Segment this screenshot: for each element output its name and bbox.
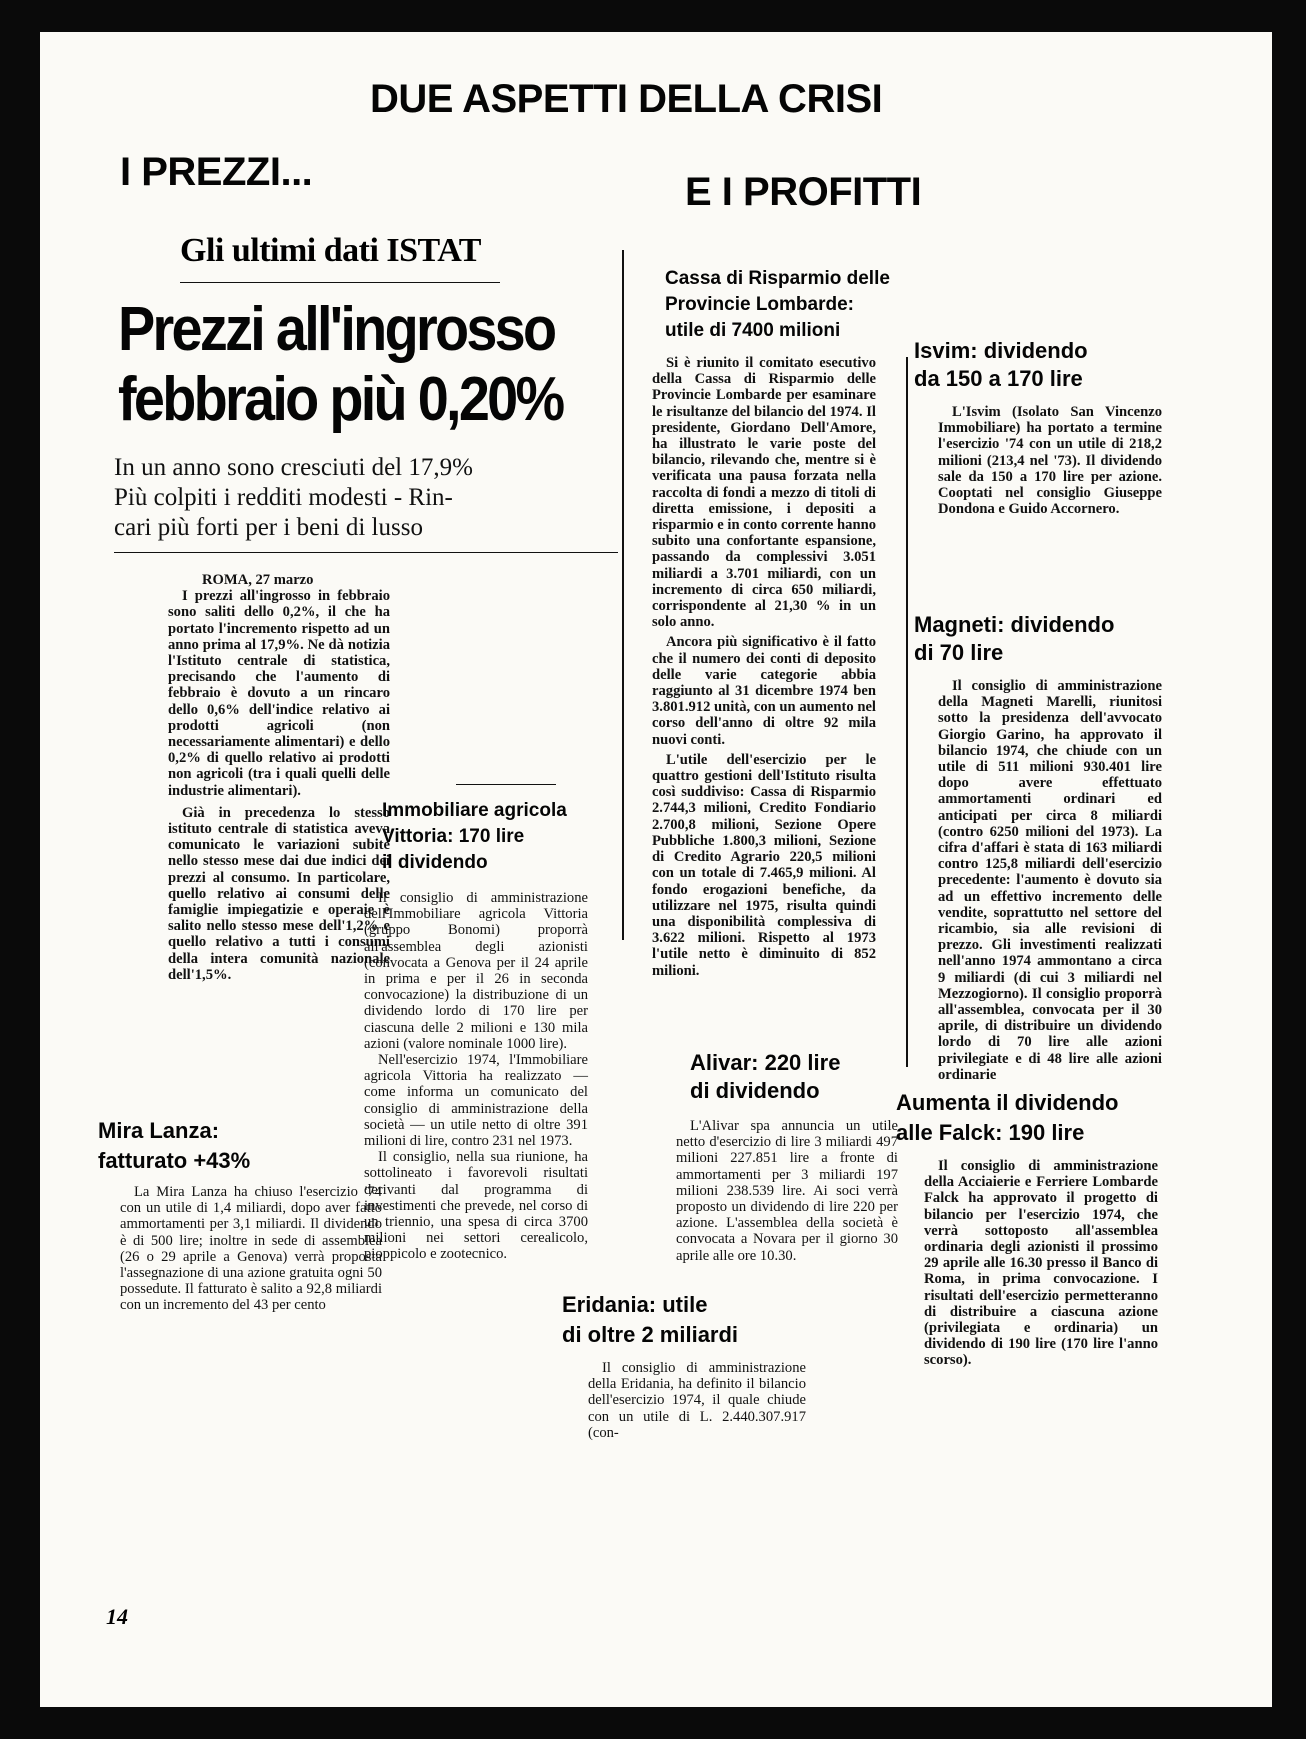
cassa-article-body — [652, 355, 876, 979]
isvim-headline-line2: da 150 a 170 lire — [914, 366, 1083, 391]
right-kicker: E I PROFITTI — [685, 170, 922, 214]
page-number: 14 — [106, 1604, 128, 1629]
alivar-headline-line1: Alivar: 220 lire — [690, 1050, 841, 1075]
immobiliare-headline-line1: Immobiliare agricola — [382, 800, 567, 821]
falck-article-body — [924, 1158, 1158, 1369]
cassa-headline-line1: Cassa di Risparmio delle — [665, 268, 890, 289]
istat-paragraph-1: I prezzi all'ingrosso in febbraio sono saliti dello 0,2%, il che ha portato l'incremento rispetto ad un anno prima al 17,9%. Ne dà notizia l'Istituto centrale di statistica, precisando che l'aumento di febbraio è dovuto a un rincaro dello 0,6% dell'indice relativo ai prodotti agricoli (non necessariamente alimentari) e dello 0,2% di quello relativo ai prodotti non agricoli (tra i quali quelli delle industrie alimentari). — [168, 588, 390, 799]
cassa-paragraph-2: Ancora più significativo è il fatto che il numero dei conti di deposito delle varie categorie abbia raggiunto al 31 dicembre 1974 ben 3.801.912 unità, con un aumento nel corso dell'anno di oltre 92 mila nuovi conti. — [652, 634, 876, 748]
mira-headline-line2: fatturato +43% — [98, 1148, 251, 1173]
istat-label: Gli ultimi dati ISTAT — [180, 232, 481, 269]
newspaper-page — [40, 32, 1272, 1707]
immobiliare-headline-line2: Vittoria: 170 lire — [382, 826, 525, 847]
falck-headline-line1: Aumenta il dividendo — [896, 1090, 1119, 1115]
cassa-column-rule — [622, 250, 624, 940]
magneti-headline-line1: Magneti: dividendo — [914, 612, 1115, 637]
cassa-paragraph-3: L'utile dell'esercizio per le quattro gestioni dell'Istituto risulta così suddiviso: Cassa di Risparmio 2.744,3 milioni, Credito Fondiario 2.700,8 milioni, Sezione Opere Pubbliche 1.800,3 milioni, Sezione di Credito Agrario 220,5 milioni con un totale di 7.465,9 milioni. Al fondo erogazioni benefiche, da utilizzare nel 1975, risulta quindi una disponibilità complessiva di 3.622 milioni. Rispetto al 1973 l'utile netto è diminuito di 852 milioni. — [652, 751, 876, 979]
alivar-article-body — [676, 1118, 898, 1264]
cassa-headline-line3: utile di 7400 milioni — [665, 320, 841, 341]
immobiliare-paragraph-2: Nell'esercizio 1974, l'Immobiliare agricola Vittoria ha realizzato — come informa un comunicato del consiglio di amministrazione della società — un utile netto di oltre 391 milioni di lire, contro 231 nel 1973. — [364, 1052, 588, 1150]
cassa-headline-line2: Provincie Lombarde: — [665, 294, 854, 315]
eridania-headline-line1: Eridania: utile — [562, 1292, 708, 1317]
mira-paragraph: La Mira Lanza ha chiuso l'esercizio '74 con un utile di 1,4 miliardi, dopo aver fatto ammortamenti per 3,1 miliardi. Il dividendo è di 500 lire; inoltre in sede di assemblea (26 o 29 aprile a Genova) verrà proposta l'assegnazione di una azione gratuita ogni 50 possedute. Il fatturato è salito a 92,8 miliardi con un incremento del 43 per cento — [120, 1184, 382, 1314]
cassa-paragraph-1: Si è riunito il comitato esecutivo della Cassa di Risparmio delle Provincie Lombarde per esaminare le risultanze del bilancio del 1974. Il presidente, Giordano Dell'Amore, ha illustrato le varie poste del bilancio, rilevando che, mentre si è verificata una pausa forzata nella raccolta di fondi a mezzo di titoli di diretta emissione, i depositi a risparmio e in conto corrente hanno subito una confortante espansione, passando da complessivi 3.051 miliardi a 3.701 miliardi, con un incremento di circa 650 miliardi, corrispondente al 21,30 % in un solo anno. — [652, 355, 876, 631]
istat-article-body — [168, 572, 390, 983]
istat-subhead-underline — [114, 552, 618, 553]
immobiliare-paragraph-3: Il consiglio, nella sua riunione, ha sottolineato i favorevoli risultati derivanti dal programma di investimenti che prevede, nel corso di un triennio, una spesa di circa 3700 milioni nei settori cerealicolo, pioppicolo e zootecnico. — [364, 1149, 588, 1263]
immobiliare-headline-line3: il dividendo — [382, 852, 488, 873]
magneti-article-body — [938, 678, 1162, 1083]
falck-headline-line2: alle Falck: 190 lire — [896, 1120, 1085, 1145]
istat-headline-line1: Prezzi all'ingrosso — [118, 295, 555, 364]
istat-subhead-line2: Più colpiti i redditi modesti - Rin- — [114, 484, 453, 511]
isvim-article-body — [938, 404, 1162, 517]
istat-headline-line2: febbraio più 0,20% — [118, 365, 563, 434]
immobiliare-top-rule — [456, 784, 556, 785]
isvim-headline-line1: Isvim: dividendo — [914, 338, 1088, 363]
magneti-headline-line2: di 70 lire — [914, 640, 1004, 665]
istat-subhead-line1: In un anno sono cresciuti del 17,9% — [114, 454, 473, 481]
right-column-rule — [906, 357, 908, 1067]
mira-article-body — [120, 1184, 382, 1314]
eridania-headline-line2: di oltre 2 miliardi — [562, 1322, 739, 1347]
eridania-paragraph: Il consiglio di amministrazione della Eridania, ha definito il bilancio dell'esercizio 1974, il quale chiude con un utile di L. 2.440.307.917 (con- — [588, 1360, 806, 1441]
left-kicker: I PREZZI... — [120, 150, 313, 194]
istat-subhead-line3: cari più forti per i beni di lusso — [114, 514, 423, 541]
istat-paragraph-2: Già in precedenza lo stesso istituto centrale di statistica aveva comunicato le variazioni subite nello stesso mese dai due indici dei prezzi al consumo. In particolare, quello relativo ai consumi delle famiglie impiegatizie e operaie è salito nello stesso mese dell'1,2% e quello relativo a tutti i consumi della intera comunità nazionale dell'1,5%. — [168, 804, 390, 983]
eridania-article-body — [588, 1360, 806, 1441]
immobiliare-paragraph-1: Il consiglio di amministrazione dell'Immobiliare agricola Vittoria (gruppo Bonomi) proporrà all'assemblea degli azionisti (convocata a Genova per il 24 aprile in prima e per il 26 in seconda convocazione) la distribuzione di un dividendo lordo di 170 lire per ciascuna delle 2 milioni e 130 mila azioni (valore nominale 1000 lire). — [364, 890, 588, 1052]
alivar-paragraph: L'Alivar spa annuncia un utile netto d'esercizio di lire 3 miliardi 497 milioni 227.851 lire a fronte di ammortamenti per 3 miliardi 197 milioni 238.539 lire. Ai soci verrà proposto un dividendo di lire 220 per azione. L'assemblea della società è convocata a Novara per il giorno 30 aprile alle ore 10.30. — [676, 1118, 898, 1264]
istat-dateline: ROMA, 27 marzo — [202, 572, 314, 588]
isvim-paragraph: L'Isvim (Isolato San Vincenzo Immobiliare) ha portato a termine l'esercizio '74 con un utile di 218,2 milioni (213,4 nel '73). Il dividendo sale da 150 a 170 lire per azione. Cooptati nel consiglio Giuseppe Dondona e Guido Accornero. — [938, 404, 1162, 518]
mira-headline-line1: Mira Lanza: — [98, 1118, 220, 1143]
immobiliare-article-body — [364, 890, 588, 1263]
istat-label-underline — [180, 282, 500, 283]
alivar-headline-line2: di dividendo — [690, 1078, 820, 1103]
section-kicker: DUE ASPETTI DELLA CRISI — [370, 77, 883, 121]
falck-paragraph: Il consiglio di amministrazione della Acciaierie e Ferriere Lombarde Falck ha approvato il progetto di bilancio per l'esercizio 1974, che verrà sottoposto all'assemblea ordinaria degli azionisti il prossimo 29 aprile alle 16.30 presso il Banco di Roma, in prima convocazione. I risultati dell'esercizio permetteranno di distribuire a ciascuna azione (privilegiata e ordinaria) un dividendo di 190 lire (170 lire l'anno scorso). — [924, 1158, 1158, 1369]
magneti-paragraph: Il consiglio di amministrazione della Magneti Marelli, riunitosi sotto la presidenza dell'avvocato Giorgio Garino, ha approvato il bilancio 1974, che chiude con un utile di 511 milioni 930.401 lire dopo avere effettuato ammortamenti ordinari ed anticipati per circa 8 miliardi (contro 6250 milioni del 1973). La cifra d'affari è stata di 163 miliardi contro 125,8 miliardi dell'esercizio precedente: l'aumento è dovuto sia ad un effettivo incremento delle vendite, soprattutto nel settore del ricambio, sia alle revisioni di prezzo. Gli investimenti realizzati nell'anno 1974 ammontano a circa 9 miliardi (di cui 3 miliardi nel Mezzogiorno). Il consiglio proporrà all'assemblea, convocata per il 30 aprile, di distribuire un dividendo lordo di 70 lire alle azioni privilegiate e di 48 lire alle azioni ordinarie — [938, 678, 1162, 1083]
